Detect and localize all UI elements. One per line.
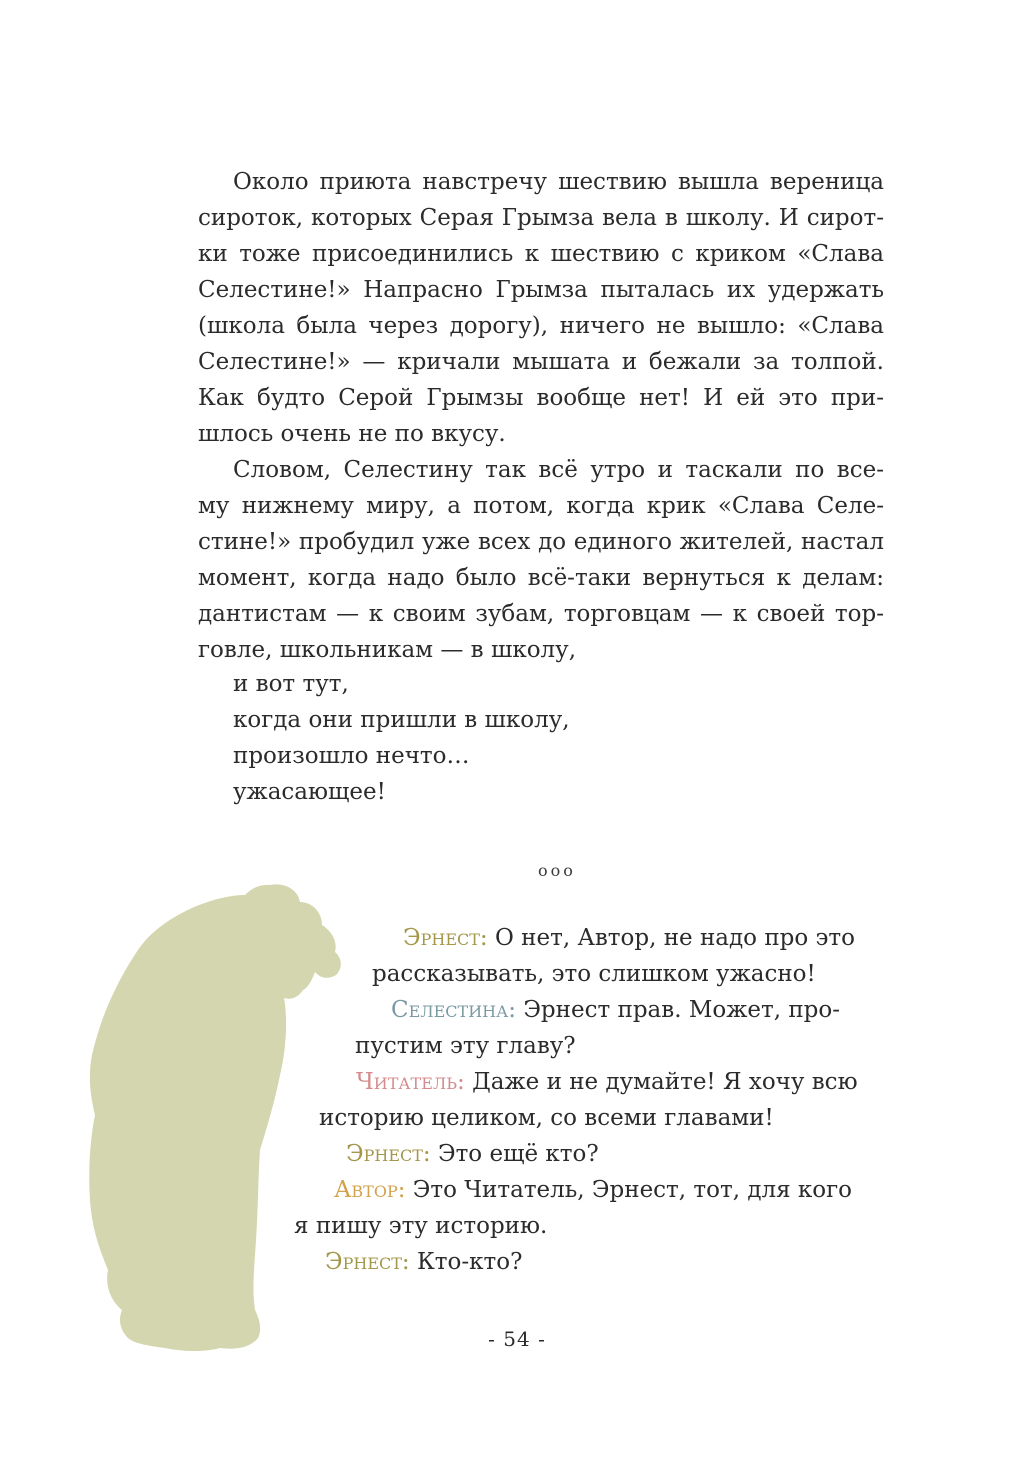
speaker-reader: Читатель: xyxy=(356,1069,465,1095)
dialog-text: Даже и не думайте! Я хочу всю xyxy=(472,1069,858,1095)
text-line: Селестине!» — кричали мышата и бежали за толпой. xyxy=(198,349,884,375)
dialog-line-author-cont xyxy=(294,1208,547,1244)
text-line: дантистам — к своим зубам, торговцам — к своей тор- xyxy=(198,601,884,627)
dialog-line-ernest-3 xyxy=(325,1244,522,1280)
dialog-line-reader xyxy=(356,1064,858,1100)
text-line: Как будто Серой Грымзы вообще нет! И ей это при- xyxy=(198,385,884,411)
page-number: - 54 - xyxy=(488,1327,546,1351)
text-line: шлось очень не по вкусу. xyxy=(198,421,506,447)
dialog-line-author xyxy=(334,1172,852,1208)
dialog-line-ernest-2 xyxy=(346,1136,599,1172)
dialog-line-celestine xyxy=(391,992,840,1028)
text-line: (школа была через дорогу), ничего не вышло: «Слава xyxy=(198,313,884,339)
dialog-line-celestine-cont xyxy=(355,1028,576,1064)
dialog-text: Эрнест прав. Может, про- xyxy=(523,997,841,1023)
poem-line: когда они пришли в школу, xyxy=(233,707,570,733)
paragraph-1 xyxy=(198,164,884,452)
dialog-text: О нет, Автор, не надо про это xyxy=(494,925,855,951)
poem-block xyxy=(233,666,570,810)
dialog-text: пустим эту главу? xyxy=(355,1033,576,1059)
section-separator: ооо xyxy=(538,861,576,880)
poem-line: и вот тут, xyxy=(233,671,349,697)
paragraph-2 xyxy=(198,452,884,668)
speaker-author: Автор: xyxy=(334,1177,406,1203)
dialog-line-reader-cont xyxy=(319,1100,774,1136)
dialog-text: рассказывать, это слишком ужасно! xyxy=(372,961,816,987)
text-line: говле, школьникам — в школу, xyxy=(198,637,577,663)
text-line: сироток, которых Серая Грымза вела в школу. И сирот- xyxy=(198,205,884,231)
text-line: ки тоже присоединились к шествию с криком «Слава xyxy=(198,241,884,267)
dialog-text: Это Читатель, Эрнест, тот, для кого xyxy=(412,1177,853,1203)
text-line: стине!» пробудил уже всех до единого жителей, настал xyxy=(198,529,884,555)
dialog-text: Кто-кто? xyxy=(416,1249,523,1275)
text-line: Около приюта навстречу шествию вышла вереница xyxy=(233,169,884,195)
speaker-ernest: Эрнест: xyxy=(325,1249,410,1275)
speaker-ernest: Эрнест: xyxy=(346,1141,431,1167)
dialog-line-ernest-1 xyxy=(403,920,855,956)
dialog-text: я пишу эту историю. xyxy=(294,1213,548,1239)
text-line: момент, когда надо было всё-таки вернуться к делам: xyxy=(198,565,884,591)
speaker-celestine: Селестина: xyxy=(391,997,516,1023)
bear-silhouette-icon xyxy=(60,880,360,1380)
text-line: му нижнему миру, а потом, когда крик «Слава Селе- xyxy=(198,493,884,519)
poem-line: ужасающее! xyxy=(233,779,386,805)
dialog-line-ernest-1-cont xyxy=(372,956,816,992)
text-line: Словом, Селестину так всё утро и таскали по все- xyxy=(233,457,884,483)
dialog-text: Это ещё кто? xyxy=(437,1141,599,1167)
text-line: Селестине!» Напрасно Грымза пыталась их удержать xyxy=(198,277,884,303)
speaker-ernest: Эрнест: xyxy=(403,925,488,951)
poem-line: произошло нечто… xyxy=(233,743,470,769)
dialog-text: историю целиком, со всеми главами! xyxy=(319,1105,774,1131)
